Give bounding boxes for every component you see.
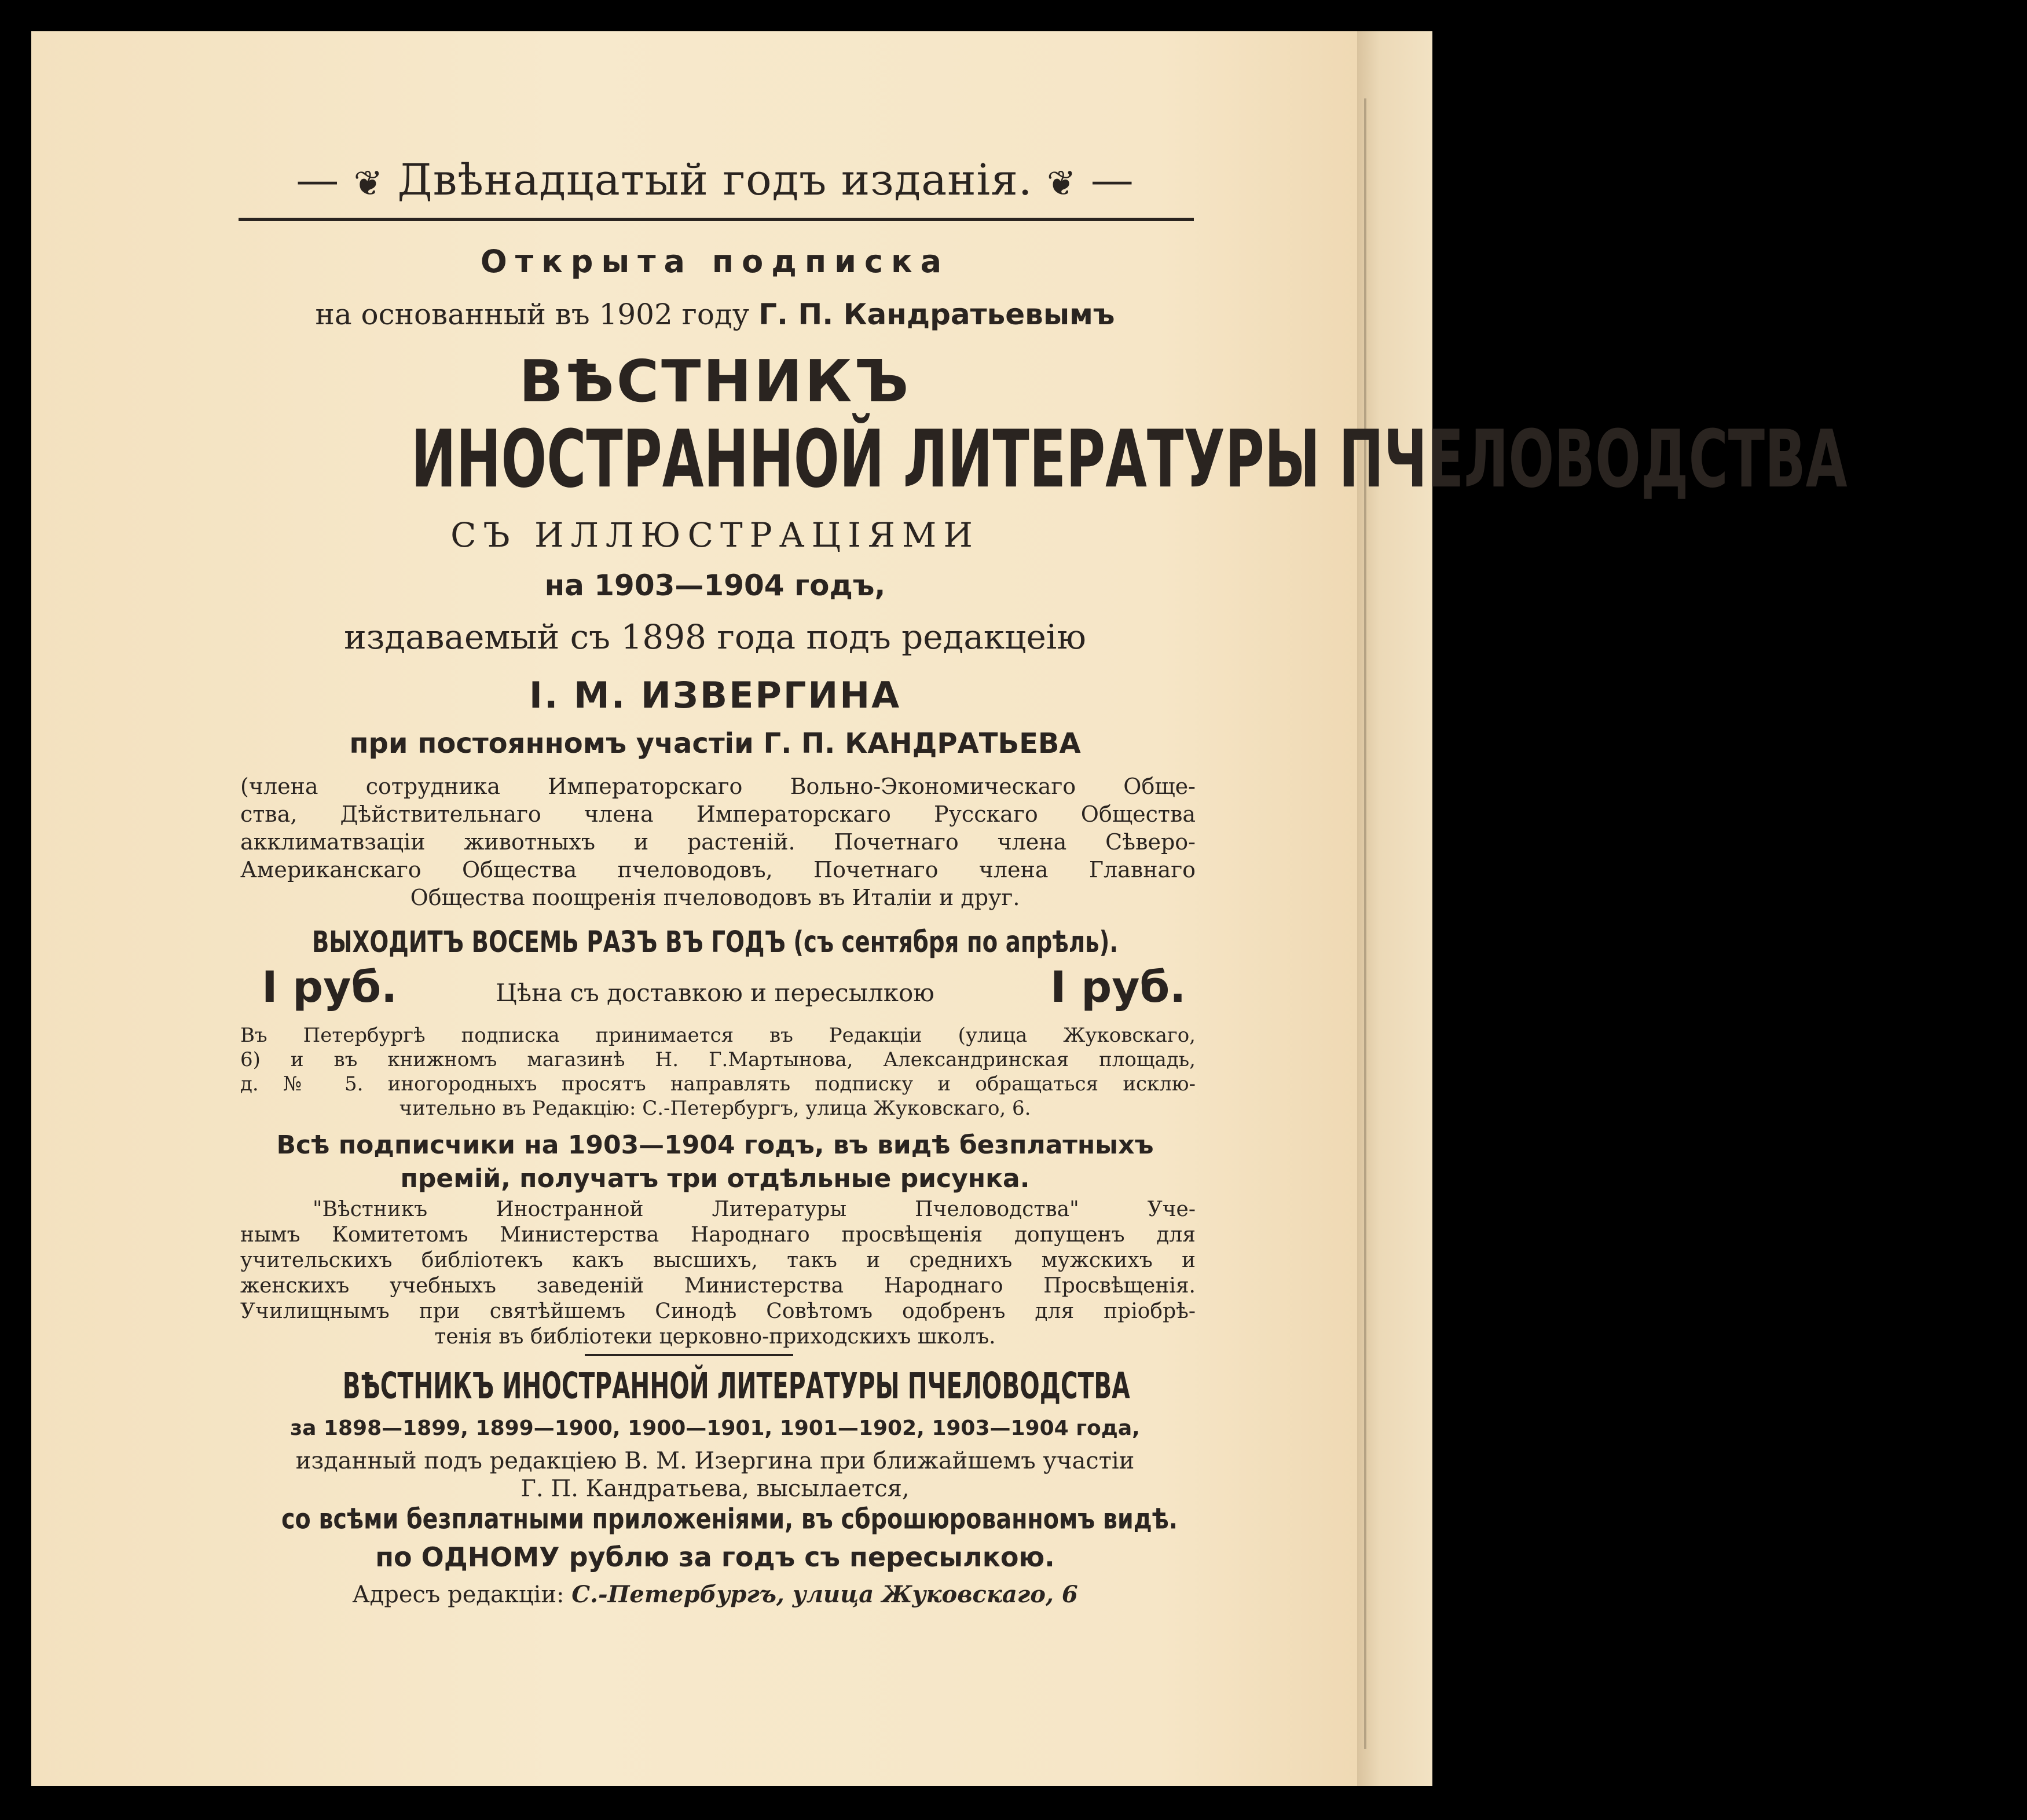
subscription-info-line-3: д. № 5. иногородныхъ просятъ направлять подписку и обращаться исклю- [240, 1072, 1196, 1096]
header-rule [239, 218, 1194, 221]
founder-name: Г. П. Кандратьевымъ [758, 298, 1115, 331]
journal-title-1: ВѢСТНИКЪ [519, 347, 911, 415]
approval-line-4: женскихъ учебныхъ заведеній Министерства Народнаго Просвѣщенія. [240, 1274, 1196, 1298]
back-issues-line-1: изданный подъ редакціею В. М. Изергина при ближайшемъ участіи [295, 1448, 1135, 1474]
journal-title-2: ИНОСТРАННОЙ ЛИТЕРАТУРЫ ПЧЕЛОВОДСТВА [411, 413, 1848, 506]
dash-left: — [296, 155, 340, 205]
spine-edge [1364, 98, 1366, 1749]
approval-line-1: "Вѣстникъ Иностранной Литературы Пчеловодства" Уче- [313, 1198, 1196, 1221]
back-issues-title: ВѢСТНИКЪ ИНОСТРАННОЙ ЛИТЕРАТУРЫ ПЧЕЛОВОДСТВА [342, 1365, 1130, 1407]
credentials-line-4: Американскаго Общества пчеловодовъ, Почетнаго члена Главнаго [240, 857, 1196, 882]
back-issues-years: за 1898—1899, 1899—1900, 1900—1901, 1901—1902, 1903—1904 года, [290, 1416, 1140, 1440]
credentials-line-1: (члена сотрудника Императорскаго Вольно-Экономическаго Обще- [240, 774, 1196, 799]
subscription-info-line-4: чительно въ Редакцію: С.-Петербургъ, улица Жуковскаго, 6. [399, 1097, 1031, 1120]
dash-right: — [1090, 155, 1134, 205]
ornament-right-icon: ❦ [1046, 163, 1077, 204]
back-issues-line-2: Г. П. Кандратьева, высылается, [521, 1475, 910, 1502]
premiums-line-2: премій, получатъ три отдѣльные рисунка. [400, 1164, 1030, 1193]
price-left: I руб. [262, 962, 398, 1012]
approval-line-6: тенія въ библіотеки церковно-приходскихъ школъ. [434, 1325, 996, 1349]
illustrations: СЪ ИЛЛЮСТРАЦІЯМИ [450, 515, 980, 555]
credentials-line-3: акклиматвзаціи животныхъ и растеній. Почетнаго члена Сѣверо- [240, 829, 1196, 855]
back-issues-title-wrap [232, 1365, 1198, 1415]
subscription-headline: Открыта подписка [480, 243, 950, 280]
subscription-info-line-1: Въ Петербургѣ подписка принимается въ Редакціи (улица Жуковскаго, [240, 1024, 1196, 1047]
edition-title: Двѣнадцатый годъ изданія. [397, 155, 1033, 205]
credentials-line-5: Общества поощренія пчеловодовъ въ Италіи и друг. [410, 885, 1020, 910]
years: на 1903—1904 годъ, [544, 569, 886, 602]
section-divider [585, 1354, 793, 1356]
edited-since: издаваемый съ 1898 года подъ редакцеію [344, 617, 1086, 657]
premiums-line-1: Всѣ подписчики на 1903—1904 годъ, въ видѣ безплатныхъ [276, 1130, 1154, 1160]
founded-text: на основанный въ 1902 году [315, 298, 750, 331]
address [232, 1581, 1198, 1608]
address-value: С.-Петербургъ, улица Жуковскаго, 6 [571, 1581, 1078, 1608]
frequency: ВЫХОДИТЪ ВОСЕМЬ РАЗЪ ВЪ ГОДЪ (съ сентября по апрѣль). [311, 925, 1119, 960]
approval-line-3: учительскихъ библіотекъ какъ высшихъ, такъ и среднихъ мужскихъ и [240, 1248, 1196, 1272]
book-spine [1357, 31, 1432, 1786]
approval-line-5: Училищнымъ при святѣйшемъ Синодѣ Совѣтомъ одобренъ для пріобрѣ- [240, 1299, 1196, 1323]
price-right: I руб. [1050, 962, 1186, 1012]
address-label: Адресъ редакціи: [352, 1581, 565, 1608]
back-issues-line-3-wrap [232, 1504, 1198, 1541]
participation: при постоянномъ участіи Г. П. КАНДРАТЬЕВА [349, 727, 1081, 760]
editor-name: I. М. ИЗВЕРГИНА [529, 674, 901, 716]
journal-title-2-wrap [232, 413, 1848, 507]
edition-header [232, 155, 1198, 205]
founded-line [232, 298, 1198, 331]
approval-line-2: нымъ Комитетомъ Министерства Народнаго просвѣщенія допущенъ для [240, 1223, 1196, 1247]
subscription-info-line-2: 6) и въ книжномъ магазинѣ Н. Г.Мартынова, Александринская площадь, [240, 1048, 1196, 1071]
ornament-left-icon: ❦ [353, 163, 384, 204]
back-issues-line-3: со всѣми безплатными приложеніями, въ сброшюрованномъ видѣ. [281, 1503, 1178, 1536]
price-label: Цѣна съ доставкою и пересылкою [496, 979, 934, 1007]
credentials-line-2: ства, Дѣйствительнаго члена Императорскаго Русскаго Общества [240, 801, 1196, 827]
back-issues-line-4: по ОДНОМУ рублю за годъ съ пересылкою. [375, 1541, 1055, 1573]
